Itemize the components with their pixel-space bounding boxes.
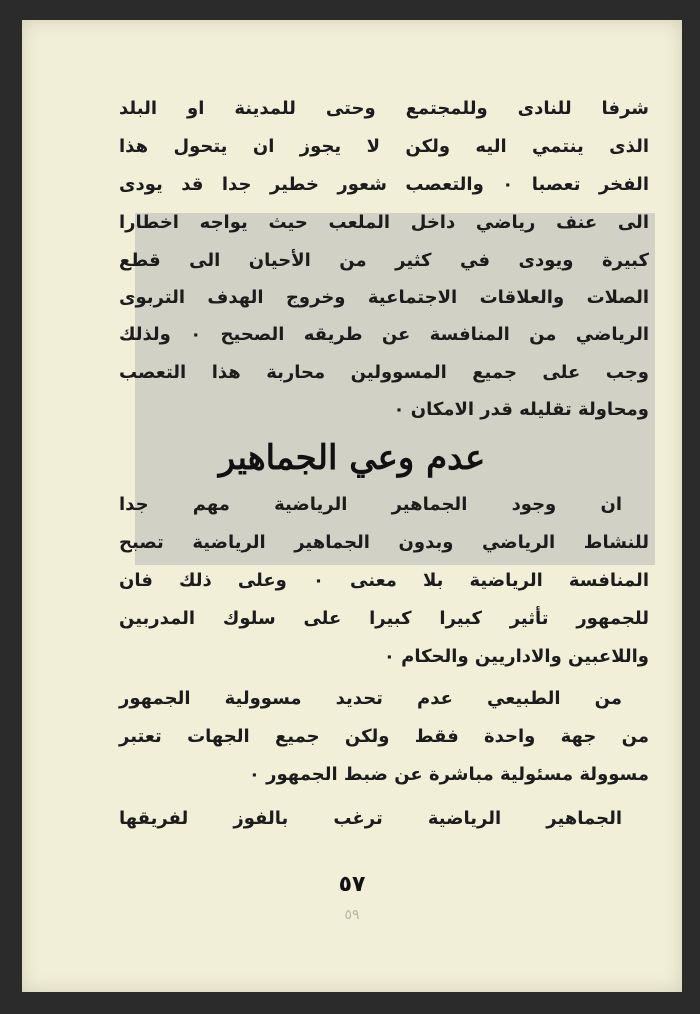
text-line: من جهة واحدة فقط ولكن جميع الجهات تعتبر (119, 726, 649, 747)
text-line: من الطبيعي عدم تحديد مسوولية الجمهور (119, 688, 622, 709)
text-line: الفخر تعصبا ٠ والتعصب شعور خطير جدا قد يودى (119, 174, 649, 195)
text-line: الصلات والعلاقات الاجتماعية وخروج الهدف التربوى (119, 287, 649, 308)
text-line: ومحاولة تقليله قدر الامكان ٠ (393, 399, 649, 420)
text-line: مسوولة مسئولية مباشرة عن ضبط الجمهور ٠ (248, 764, 649, 785)
text-line: شرفا للنادى وللمجتمع وحتى للمدينة او البلد (119, 98, 649, 119)
text-line: الذى ينتمي اليه ولكن لا يجوز ان يتحول هذا (119, 136, 649, 157)
text-line: المنافسة الرياضية بلا معنى ٠ وعلى ذلك فان (119, 570, 649, 591)
section-heading: عدم وعي الجماهير (218, 438, 486, 478)
text-line: للنشاط الرياضي وبدون الجماهير الرياضية تصبح (119, 532, 649, 553)
text-line: كبيرة ويودى في كثير من الأحيان الى قطع (119, 250, 649, 271)
text-line: الى عنف رياضي داخل الملعب حيث يواجه اخطارا (119, 212, 649, 233)
text-line: الجماهير الرياضية ترغب بالفوز لفريقها (119, 808, 622, 829)
page-number: ٥٧ (338, 872, 366, 897)
text-line: الرياضي من المنافسة عن طريقه الصحيح ٠ ولذلك (119, 324, 650, 345)
page-text (22, 20, 682, 992)
bleed-through-page-number: ٥٩ (344, 907, 360, 923)
text-line: واللاعبين والاداريين والحكام ٠ (383, 646, 649, 667)
text-line: للجمهور تأثير كبيرا كبيرا على سلوك المدربين (119, 608, 649, 629)
text-line: وجب على جميع المسوولين محاربة هذا التعصب (119, 362, 649, 383)
text-line: ان وجود الجماهير الرياضية مهم جدا (119, 494, 622, 515)
book-page (22, 20, 682, 992)
